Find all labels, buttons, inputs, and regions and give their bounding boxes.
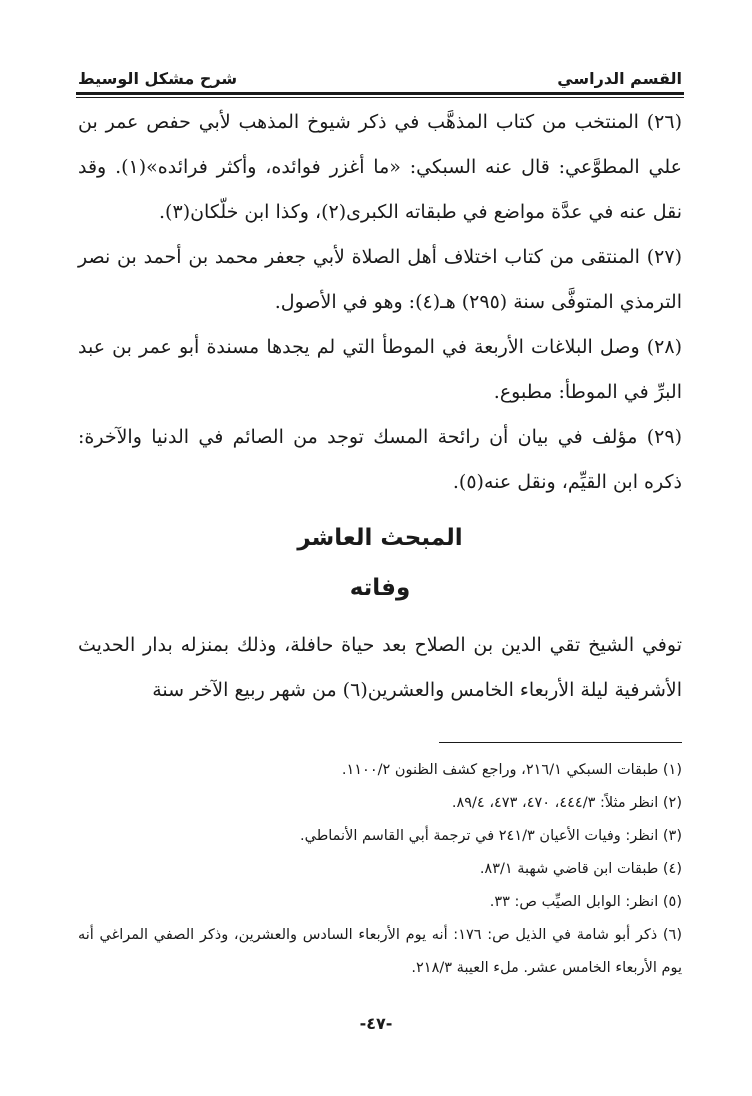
footnote-2: (٢) انظر مثلاً: ٤٤٤/٣، ٤٧٠، ٤٧٣، ٨٩/٤. bbox=[451, 795, 682, 811]
paragraph-29: (٢٩) مؤلف في بيان أن رائحة المسك توجد من الصائم في الدنيا والآخرة: ذكره ابن القيِّم، ونقل عنه(٥). bbox=[78, 426, 682, 493]
paragraph-26: (٢٦) المنتخب من كتاب المذهَّب في ذكر شيوخ المذهب لأبي حفص عمر بن علي المطوَّعي: قال عنه السبكي: «ما أغزر فوائده، وأكثر فرائده»(١). وقد نقل عنه في عدَّة مواضع في طبقاته الكبرى(٢)، وكذا ابن خلّكان(٣). bbox=[78, 111, 682, 223]
footnote-6: (٦) ذكر أبو شامة في الذيل ص: ١٧٦: أنه يوم الأربعاء السادس والعشرين، وذكر الصفي المراغي أنه يوم الأربعاء الخامس عشر. ملء العيبة ٢١٨/٣. bbox=[78, 927, 682, 976]
closing-paragraph: توفي الشيخ تقي الدين بن الصلاح بعد حياة حافلة، وذلك بمنزله بدار الحديث الأشرفية ليلة الأربعاء الخامس والعشرين(٦) من شهر ربيع الآخر سنة bbox=[78, 634, 682, 701]
footnote-separator bbox=[439, 742, 682, 743]
footnote-3: (٣) انظر: وفيات الأعيان ٢٤١/٣ في ترجمة أبي القاسم الأنماطي. bbox=[300, 828, 682, 844]
header-rule-thick bbox=[76, 92, 684, 95]
page-number: -٤٧- bbox=[359, 1014, 393, 1033]
section-heading: المبحث العاشر bbox=[297, 525, 463, 551]
running-header bbox=[78, 58, 682, 88]
footnote-4: (٤) طبقات ابن قاضي شهبة ٨٣/١. bbox=[479, 861, 682, 877]
footnote-1: (١) طبقات السبكي ٢١٦/١، وراجع كشف الظنون ١١٠٠/٢. bbox=[341, 762, 682, 778]
header-rule-thin bbox=[76, 97, 684, 98]
footnote-5: (٥) انظر: الوابل الصيِّب ص: ٣٣. bbox=[489, 894, 682, 910]
header-section-title: القسم الدراسي bbox=[557, 69, 682, 88]
section-subheading: وفاته bbox=[349, 575, 411, 601]
header-book-title: شرح مشكل الوسيط bbox=[78, 69, 238, 88]
paragraph-28: (٢٨) وصل البلاغات الأربعة في الموطأ التي لم يجدها مسندة أبو عمر بن عبد البرِّ في الموطأ: مطبوع. bbox=[78, 336, 682, 403]
main-text bbox=[78, 100, 682, 713]
footnotes bbox=[78, 754, 682, 985]
paragraph-27: (٢٧) المنتقى من كتاب اختلاف أهل الصلاة لأبي جعفر محمد بن أحمد بن نصر الترمذي المتوفَّى سنة (٢٩٥) هـ(٤): وهو في الأصول. bbox=[78, 246, 682, 313]
